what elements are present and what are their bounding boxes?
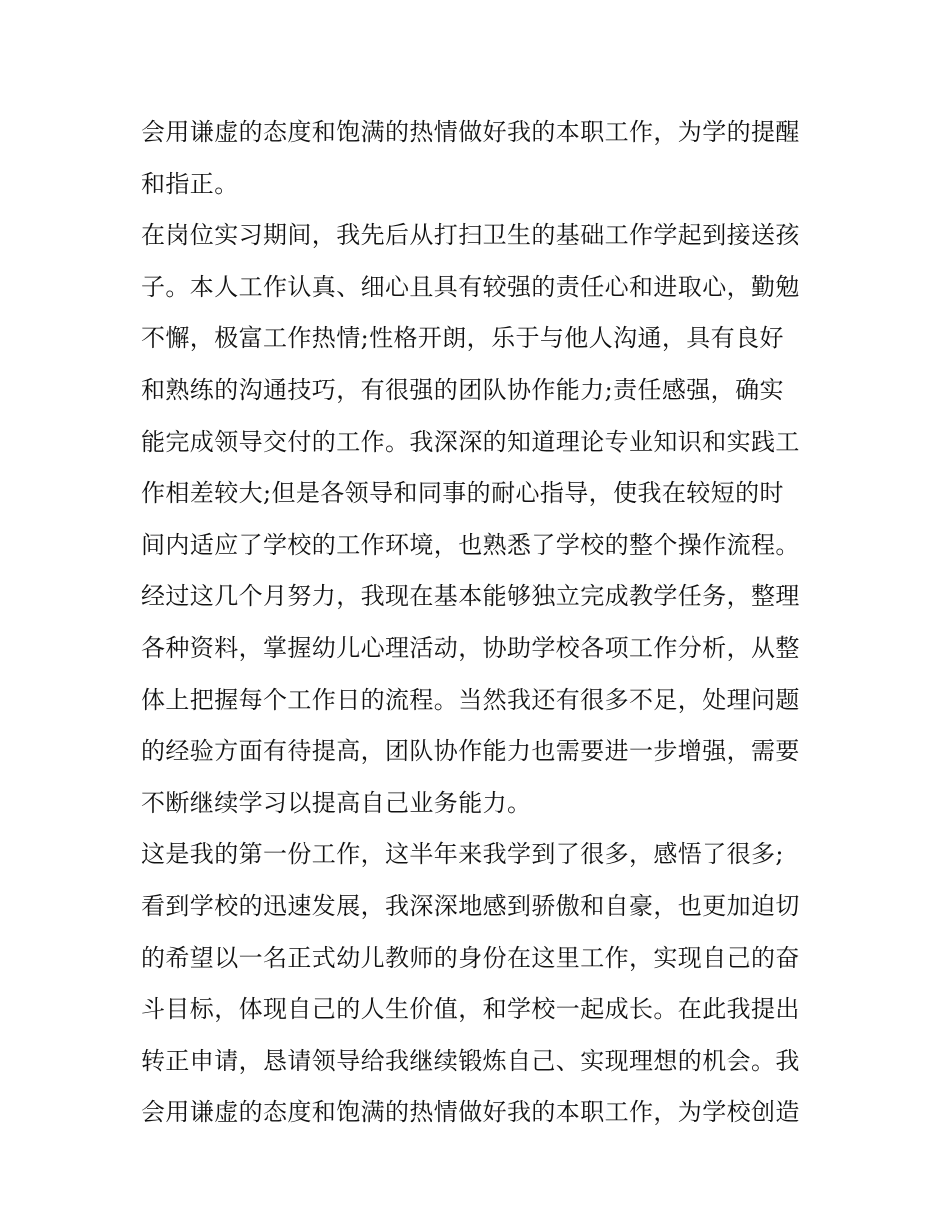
text-line: 经过这几个月努力，我现在基本能够独立完成教学任务，整理 bbox=[141, 582, 800, 611]
text-line: 和熟练的沟通技巧，有很强的团队协作能力;责任感强，确实 bbox=[141, 375, 784, 404]
text-line: 会用谦虚的态度和饱满的热情做好我的本职工作，为学的提醒 bbox=[141, 118, 800, 146]
text-line: 各种资料，掌握幼儿心理活动，协助学校各项工作分析，从整 bbox=[141, 633, 800, 662]
text-line: 不断继续学习以提高自己业务能力。 bbox=[141, 788, 532, 817]
text-line: 间内适应了学校的工作环境，也熟悉了学校的整个操作流程。 bbox=[141, 530, 800, 559]
text-line: 看到学校的迅速发展，我深深地感到骄傲和自豪，也更加迫切 bbox=[141, 891, 800, 920]
text-line: 的希望以一名正式幼儿教师的身份在这里工作，实现自己的奋 bbox=[141, 943, 800, 972]
text-line: 的经验方面有待提高，团队协作能力也需要进一步增强，需要 bbox=[141, 737, 800, 766]
text-line: 转正申请，恳请领导给我继续锻炼自己、实现理想的机会。我 bbox=[141, 1046, 800, 1075]
text-line: 能完成领导交付的工作。我深深的知道理论专业知识和实践工 bbox=[141, 427, 800, 456]
text-line: 子。本人工作认真、细心且具有较强的责任心和进取心，勤勉 bbox=[141, 272, 800, 301]
text-line: 在岗位实习期间，我先后从打扫卫生的基础工作学起到接送孩 bbox=[141, 221, 800, 250]
text-line: 和指正。 bbox=[141, 169, 239, 198]
text-line: 作相差较大;但是各领导和同事的耐心指导，使我在较短的时 bbox=[141, 479, 784, 508]
text-line: 斗目标，体现自己的人生价值，和学校一起成长。在此我提出 bbox=[141, 995, 800, 1024]
text-line: 不懈，极富工作热情;性格开朗，乐于与他人沟通，具有良好 bbox=[141, 324, 784, 353]
text-line: 体上把握每个工作日的流程。当然我还有很多不足，处理问题 bbox=[141, 685, 800, 714]
text-line: 这是我的第一份工作，这半年来我学到了很多，感悟了很多; bbox=[141, 840, 784, 869]
body-text bbox=[141, 107, 821, 1139]
text-line: 会用谦虚的态度和饱满的热情做好我的本职工作，为学校创造 bbox=[141, 1098, 800, 1127]
